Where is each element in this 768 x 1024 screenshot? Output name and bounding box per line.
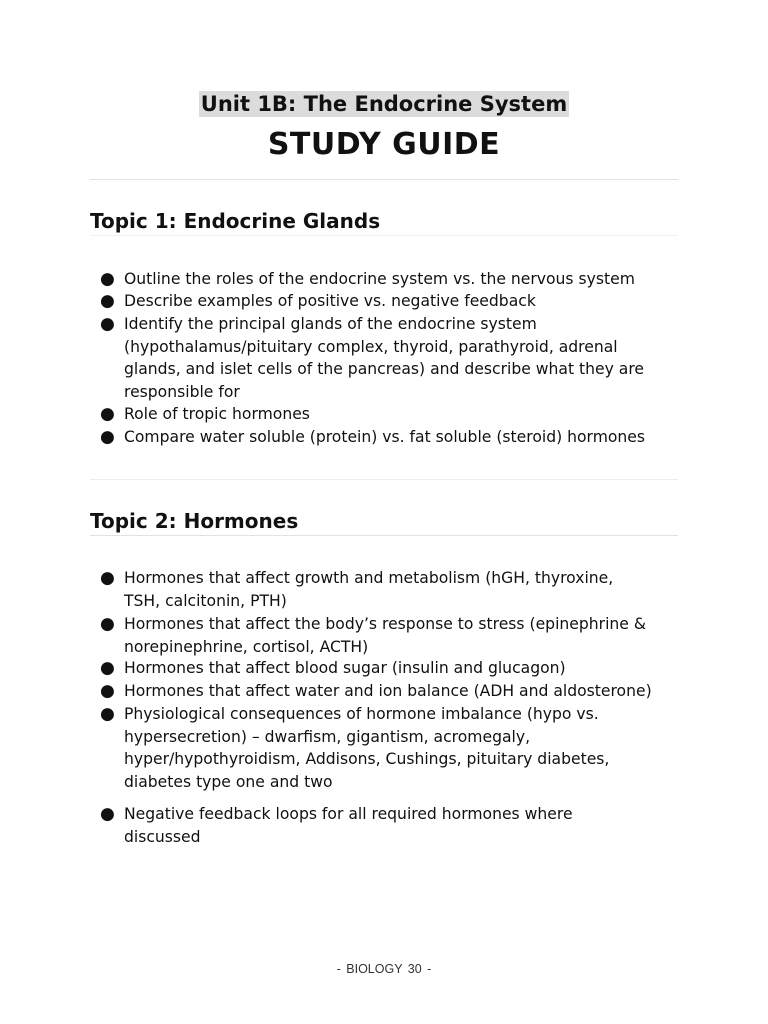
bullet-icon: ●	[100, 681, 115, 701]
list-item	[100, 567, 613, 612]
text-line: norepinephrine, cortisol, ACTH)	[124, 637, 369, 656]
bullet-icon: ●	[100, 614, 115, 634]
heading-underline	[90, 535, 678, 536]
bullet-icon: ●	[100, 291, 115, 311]
text-line: Hormones that affect water and ion balance (ADH and aldosterone)	[124, 682, 652, 700]
text-line: diabetes type one and two	[124, 772, 333, 791]
text-line: Describe examples of positive vs. negative feedback	[124, 292, 536, 310]
list-item	[100, 290, 536, 313]
list-item-text	[124, 613, 646, 658]
page-footer: - BIOLOGY 30 -	[336, 962, 432, 976]
divider	[90, 479, 678, 480]
bullet-icon: ●	[100, 704, 115, 724]
text-line: (hypothalamus/pituitary complex, thyroid, parathyroid, adrenal	[124, 337, 618, 356]
text-line: TSH, calcitonin, PTH)	[124, 591, 287, 610]
text-line: Hormones that affect blood sugar (insulin and glucagon)	[124, 659, 566, 677]
list-item-text	[124, 703, 609, 793]
list-item	[100, 268, 635, 291]
text-line: Hormones that affect the body’s response to stress (epinephrine &	[124, 615, 647, 633]
list-item-text	[124, 803, 573, 848]
doc-title: STUDY GUIDE	[267, 127, 501, 162]
list-item	[100, 703, 609, 793]
list-item	[100, 803, 573, 848]
list-item-text	[124, 567, 613, 612]
text-line: Outline the roles of the endocrine system vs. the nervous system	[124, 270, 635, 288]
list-item-text	[124, 268, 635, 291]
unit-title	[0, 92, 768, 116]
text-line: discussed	[124, 827, 201, 846]
list-item	[100, 403, 310, 426]
bullet-icon: ●	[100, 269, 115, 289]
text-line: Physiological consequences of hormone imbalance (hypo vs.	[124, 705, 599, 723]
divider	[90, 179, 678, 180]
text-line: Identify the principal glands of the endocrine system	[124, 315, 537, 333]
text-line: Hormones that affect growth and metabolism (hGH, thyroxine,	[124, 569, 614, 587]
text-line: Negative feedback loops for all required hormones where	[124, 805, 573, 823]
text-line: glands, and islet cells of the pancreas) and describe what they are	[124, 360, 645, 378]
bullet-icon: ●	[100, 427, 115, 447]
list-item-text	[124, 403, 310, 426]
list-item	[100, 613, 646, 658]
bullet-icon: ●	[100, 658, 115, 678]
list-item-text	[124, 657, 566, 680]
bullet-icon: ●	[100, 314, 115, 334]
text-line: hypersecretion) – dwarfism, gigantism, acromegaly,	[124, 727, 531, 746]
list-item	[100, 313, 644, 403]
unit-title-text: Unit 1B: The Endocrine System	[200, 92, 568, 116]
topic-1-heading: Topic 1: Endocrine Glands	[90, 209, 381, 233]
topic-2-heading: Topic 2: Hormones	[90, 509, 299, 533]
text-line: Compare water soluble (protein) vs. fat soluble (steroid) hormones	[124, 428, 646, 446]
list-item	[100, 657, 566, 680]
list-item-text	[124, 290, 536, 313]
text-line: hyper/hypothyroidism, Addisons, Cushings, pituitary diabetes,	[124, 750, 610, 768]
bullet-icon: ●	[100, 568, 115, 588]
list-item-text	[124, 426, 645, 449]
text-line: responsible for	[124, 382, 240, 401]
heading-underline	[90, 235, 678, 236]
list-item-text	[124, 680, 652, 703]
bullet-icon: ●	[100, 804, 115, 824]
text-line: Role of tropic hormones	[124, 405, 310, 423]
bullet-icon: ●	[100, 404, 115, 424]
list-item	[100, 426, 645, 449]
list-item-text	[124, 313, 644, 403]
list-item	[100, 680, 652, 703]
